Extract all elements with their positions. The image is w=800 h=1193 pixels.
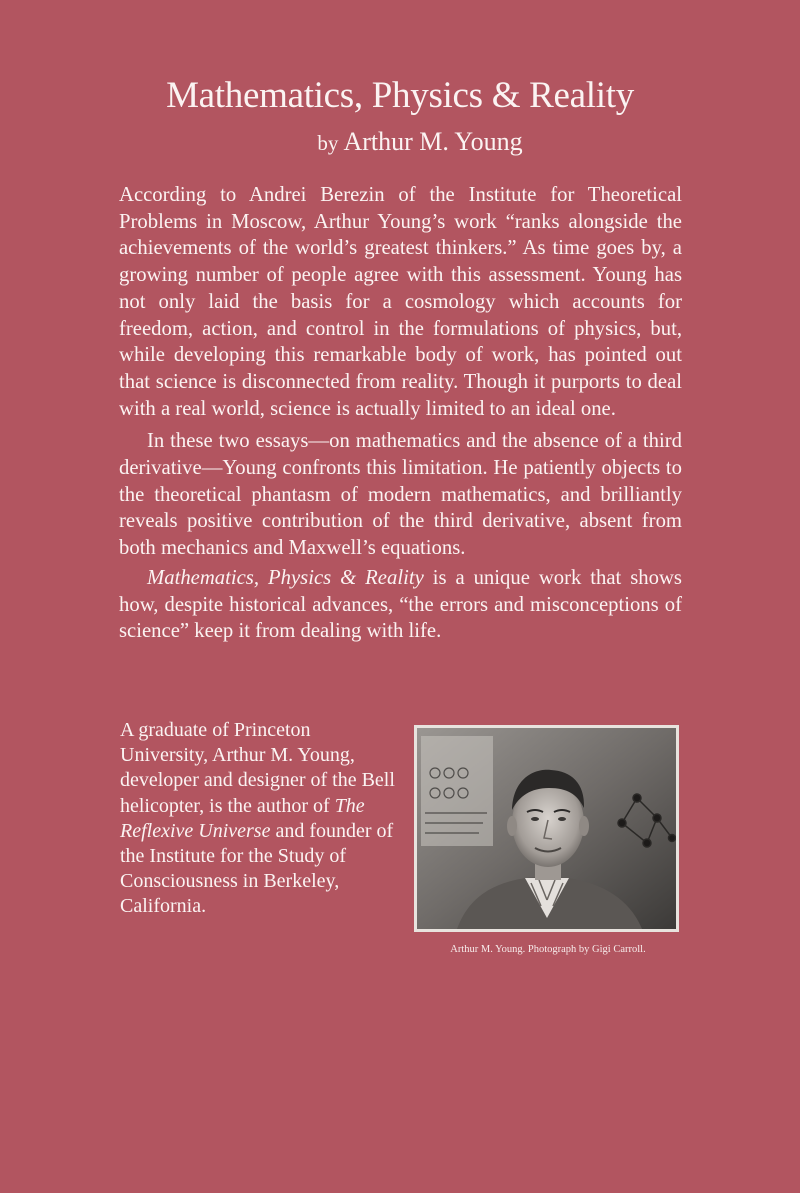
bio-text-2: and founder of the Institute for the Study of Consciousness in Berkeley, California.	[120, 819, 394, 918]
blurb-paragraph-3-text: is a unique work that shows how, despite historical advances, “the errors and misconceptions of science” keep it from dealing with life.	[119, 566, 682, 643]
byline-prefix: by	[317, 131, 339, 155]
author-bio	[120, 718, 403, 920]
blurb-paragraph-1: According to Andrei Berezin of the Institute for Theoretical Problems in Moscow, Arthur Young’s work “ranks alongside the achievements of the world’s greatest thinkers.” As time goes by, a growing number of people agree with this assessment. Young has not only laid the basis for a cosmology which accounts for freedom, action, and control in the formulations of physics, but, while developing this remarkable body of work, has pointed out that science is disconnected from reality. Though it purports to deal with a real world, science is actually limited to an ideal one.	[119, 184, 682, 420]
blurb	[119, 182, 682, 645]
blurb-paragraph-2: In these two essays—on mathematics and the absence of a third derivative—Young confronts this limitation. He patiently objects to the theoretical phantasm of modern mathematics, and brilliantly reveals positive contribution of the third derivative, absent from both mechanics and Maxwell’s equations.	[119, 430, 682, 560]
bio-book-title: The Reflexive Universe	[120, 794, 365, 842]
photo-caption: Arthur M. Young. Photograph by Gigi Carroll.	[450, 944, 646, 955]
author-name: Arthur M. Young	[343, 127, 523, 156]
bio-text-1: A graduate of Princeton University, Arthur M. Young, developer and designer of the Bell helicopter, is the author of	[120, 719, 395, 817]
author-photo-frame	[414, 725, 679, 932]
byline	[0, 126, 800, 159]
author-photo	[417, 728, 676, 929]
book-title: Mathematics, Physics & Reality	[166, 75, 634, 116]
blurb-paragraph-3	[119, 565, 682, 645]
blurb-book-title: Mathematics, Physics & Reality	[147, 566, 424, 589]
